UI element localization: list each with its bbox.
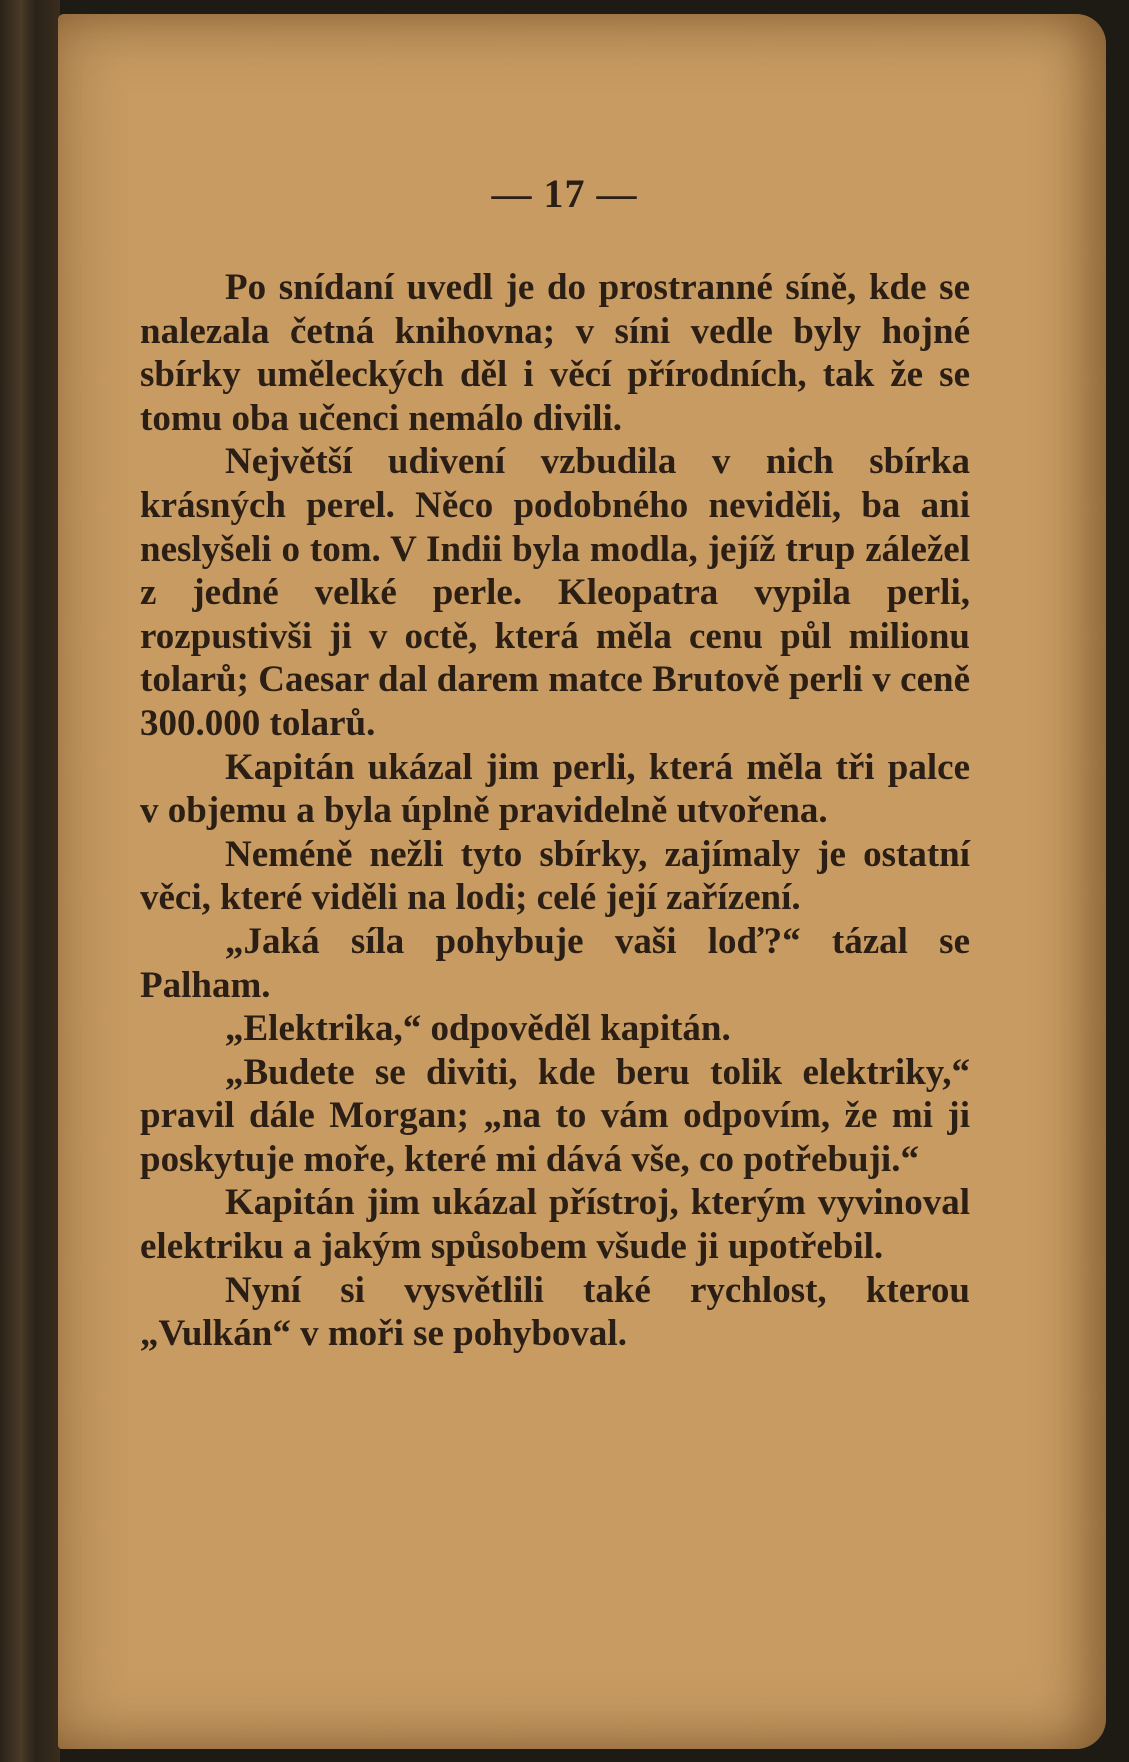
paragraph: Neméně nežli tyto sbírky, zajímaly je ostatní věci, které viděli na lodi; celé její zařízení. [140, 833, 970, 919]
paragraph: Kapitán ukázal jim perli, která měla tři palce v objemu a byla úplně pravidelně utvořena. [140, 746, 970, 832]
paragraph: Nyní si vysvětlili také rychlost, kterou „Vulkán“ v moři se pohyboval. [140, 1269, 970, 1355]
paragraph: Kapitán jim ukázal přístroj, kterým vyvinoval elektriku a jakým spůsobem všude ji upotřebil. [140, 1182, 970, 1268]
page-number: — 17 — [491, 171, 638, 216]
paragraph: „Elektrika,“ odpověděl kapitán. [225, 1008, 731, 1050]
body-text [140, 266, 970, 1356]
paragraph: Největší udivení vzbudila v nich sbírka krásných perel. Něco podobného neviděli, ba ani neslyšeli o tom. V Indii byla modla, jejíž trup záležel z jedné velké perle. Kleopatra vypila perli, rozpustivši ji v octě, která měla cenu půl milionu tolarů; Caesar dal darem matce Brutově perli v ceně 300.000 tolarů. [140, 441, 970, 744]
paragraph: „Jaká síla pohybuje vaši loď?“ tázal se Palham. [140, 920, 970, 1006]
paragraph: „Budete se diviti, kde beru tolik elektriky,“ pravil dále Morgan; „na to vám odpovím, že mi ji poskytuje moře, které mi dává vše, co potřebuji.“ [140, 1051, 970, 1180]
paragraph: Po snídaní uvedl je do prostranné síně, kde se nalezala četná knihovna; v síni vedle byly hojné sbírky uměleckých děl i věcí přírodních, tak že se tomu oba učenci nemálo divili. [140, 267, 970, 439]
binding-edge [0, 0, 60, 1762]
